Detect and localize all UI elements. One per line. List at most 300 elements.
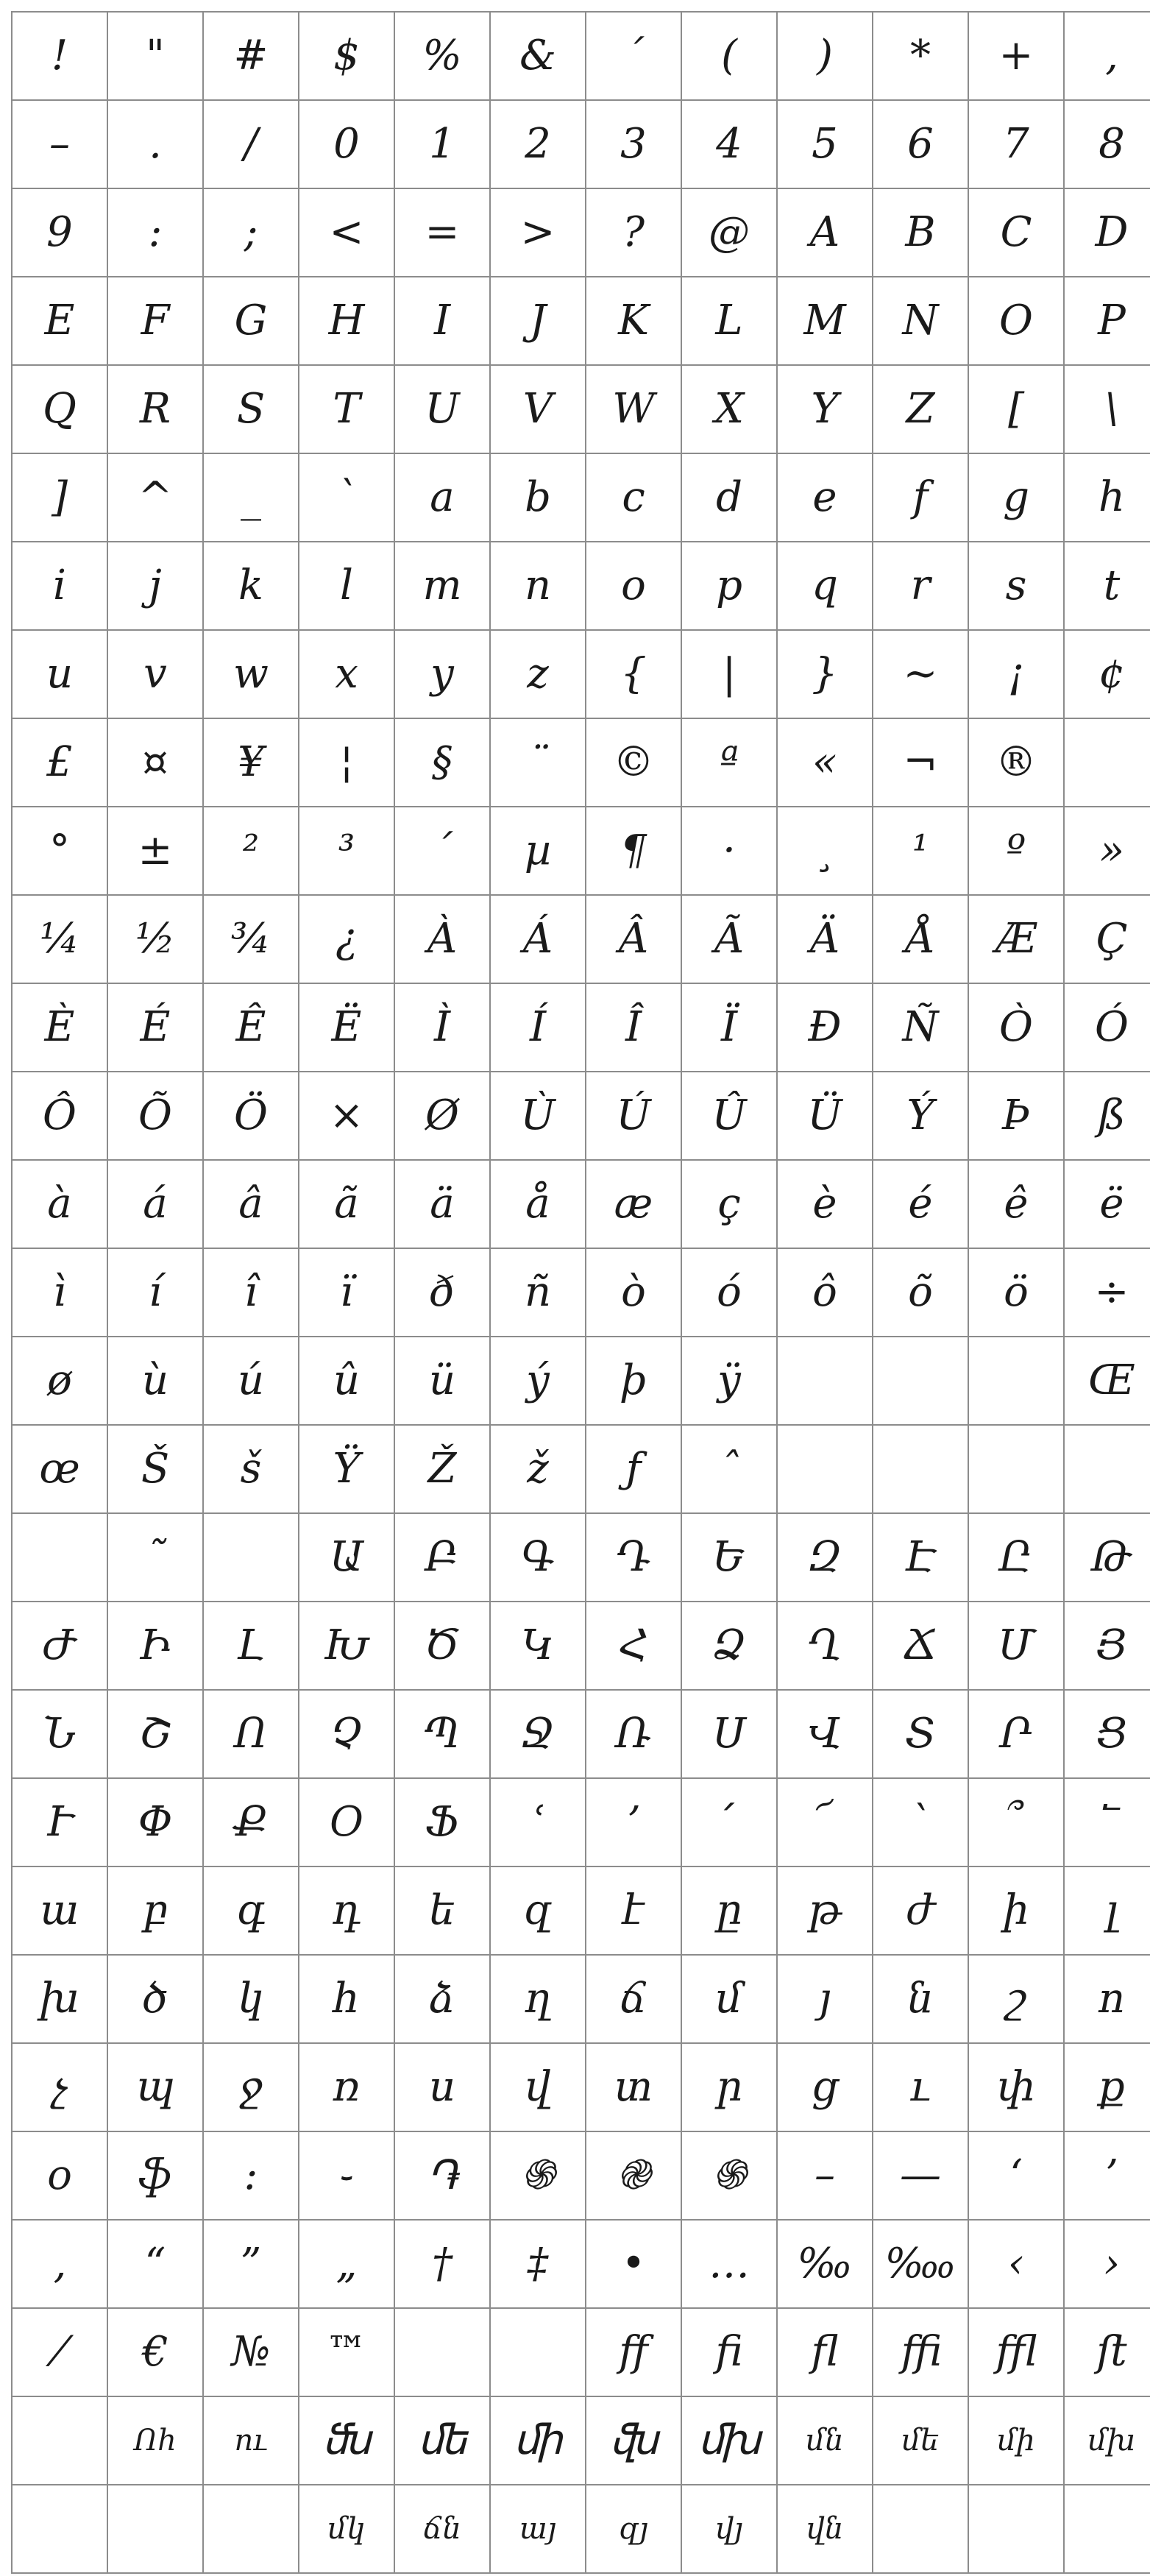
glyph-cell: ղ <box>490 1955 586 2043</box>
glyph-cell: ﬗ <box>681 2396 777 2485</box>
glyph-row <box>12 100 1150 188</box>
glyph-cell: Ղ <box>777 1602 873 1690</box>
glyph-cell: Ֆ <box>394 1778 490 1866</box>
glyph-cell: ⁄ <box>12 2308 107 2396</box>
glyph-cell: ﬖ <box>586 2396 681 2485</box>
glyph-cell: $ <box>299 12 394 100</box>
glyph-cell: Ւ <box>12 1778 107 1866</box>
glyph-cell: ց <box>777 2043 873 2131</box>
glyph-cell: € <box>107 2308 203 2396</box>
glyph-cell: = <box>394 188 490 277</box>
glyph-cell: ´ <box>586 12 681 100</box>
glyph-cell: R <box>107 365 203 453</box>
glyph-cell: ’ <box>1064 2131 1150 2220</box>
empty-glyph-cell <box>777 1425 873 1513</box>
glyph-cell: ô <box>777 1248 873 1337</box>
glyph-cell: ~ <box>873 630 968 718</box>
glyph-cell: u <box>12 630 107 718</box>
glyph-row <box>12 1337 1150 1425</box>
glyph-cell: @ <box>681 188 777 277</box>
glyph-row <box>12 188 1150 277</box>
glyph-cell: Ի <box>107 1602 203 1690</box>
glyph-cell: յ <box>777 1955 873 2043</box>
glyph-cell: O <box>968 277 1064 365</box>
glyph-cell: ¹ <box>873 807 968 895</box>
glyph-cell: Դ <box>586 1513 681 1602</box>
glyph-cell: ﬓ <box>299 2396 394 2485</box>
glyph-cell: դ <box>299 1866 394 1955</box>
glyph-cell: Տ <box>873 1690 968 1778</box>
glyph-row <box>12 2396 1150 2485</box>
glyph-cell: Ÿ <box>299 1425 394 1513</box>
glyph-cell: Ճ <box>873 1602 968 1690</box>
glyph-cell: Y <box>777 365 873 453</box>
glyph-cell: Ք <box>203 1778 299 1866</box>
glyph-cell: զ <box>490 1866 586 1955</box>
glyph-cell: ‹ <box>968 2220 1064 2308</box>
glyph-cell: Æ <box>968 895 1064 983</box>
glyph-cell: ﬁ <box>681 2308 777 2396</box>
glyph-cell: L <box>681 277 777 365</box>
glyph-row <box>12 718 1150 807</box>
glyph-cell: ^ <box>107 453 203 542</box>
glyph-cell: Թ <box>1064 1513 1150 1602</box>
glyph-cell: " <box>107 12 203 100</box>
glyph-row <box>12 630 1150 718</box>
glyph-row <box>12 2131 1150 2220</box>
glyph-cell: լ <box>1064 1866 1150 1955</box>
glyph-cell: Š <box>107 1425 203 1513</box>
glyph-cell: ä <box>394 1160 490 1248</box>
glyph-cell: , <box>1064 12 1150 100</box>
glyph-cell: Ռ <box>586 1690 681 1778</box>
glyph-cell: ք <box>1064 2043 1150 2131</box>
glyph-cell: Խ <box>299 1602 394 1690</box>
glyph-cell: * <box>873 12 968 100</box>
glyph-cell: n <box>490 542 586 630</box>
glyph-cell: b <box>490 453 586 542</box>
glyph-cell: է <box>586 1866 681 1955</box>
glyph-cell: 3 <box>586 100 681 188</box>
glyph-cell: ը <box>681 1866 777 1955</box>
glyph-cell: մխ <box>1064 2396 1150 2485</box>
glyph-cell: ‡ <box>490 2220 586 2308</box>
glyph-cell: ¦ <box>299 718 394 807</box>
glyph-cell: ` <box>299 453 394 542</box>
empty-glyph-cell <box>107 2485 203 2573</box>
glyph-cell: Â <box>586 895 681 983</box>
empty-glyph-cell <box>1064 718 1150 807</box>
glyph-cell: œ <box>12 1425 107 1513</box>
glyph-cell: Ô <box>12 1072 107 1160</box>
glyph-cell: ջ <box>203 2043 299 2131</box>
glyph-cell: պ <box>107 2043 203 2131</box>
glyph-cell: Q <box>12 365 107 453</box>
glyph-cell: փ <box>968 2043 1064 2131</box>
glyph-cell: † <box>394 2220 490 2308</box>
glyph-cell: – <box>12 100 107 188</box>
glyph-cell: բ <box>107 1866 203 1955</box>
glyph-cell: I <box>394 277 490 365</box>
glyph-cell: Բ <box>394 1513 490 1602</box>
glyph-cell: . <box>107 100 203 188</box>
glyph-cell: è <box>777 1160 873 1248</box>
glyph-cell: « <box>777 718 873 807</box>
empty-glyph-cell <box>873 2485 968 2573</box>
glyph-cell: T <box>299 365 394 453</box>
glyph-cell: ՙ <box>490 1778 586 1866</box>
empty-glyph-cell <box>1064 2485 1150 2573</box>
glyph-row <box>12 1072 1150 1160</box>
glyph-cell: 2 <box>490 100 586 188</box>
empty-glyph-cell <box>777 1337 873 1425</box>
glyph-cell: — <box>873 2131 968 2220</box>
glyph-cell: q <box>777 542 873 630</box>
glyph-cell: y <box>394 630 490 718</box>
glyph-row <box>12 2485 1150 2573</box>
glyph-cell: Ò <box>968 983 1064 1072</box>
glyph-grid <box>11 11 1150 2574</box>
glyph-cell: # <box>203 12 299 100</box>
glyph-cell: © <box>586 718 681 807</box>
glyph-cell: í <box>107 1248 203 1337</box>
glyph-cell: Ա <box>299 1513 394 1602</box>
glyph-cell: + <box>968 12 1064 100</box>
glyph-cell: ] <box>12 453 107 542</box>
glyph-cell: ¡ <box>968 630 1064 718</box>
glyph-cell: գ <box>203 1866 299 1955</box>
glyph-cell: š <box>203 1425 299 1513</box>
glyph-cell: ՚ <box>586 1778 681 1866</box>
glyph-cell: þ <box>586 1337 681 1425</box>
glyph-cell: õ <box>873 1248 968 1337</box>
glyph-cell: Գ <box>490 1513 586 1602</box>
glyph-cell: ì <box>12 1248 107 1337</box>
glyph-cell: \ <box>1064 365 1150 453</box>
glyph-cell: Ë <box>299 983 394 1072</box>
glyph-cell: t <box>1064 542 1150 630</box>
glyph-cell: մե <box>873 2396 968 2485</box>
glyph-cell: N <box>873 277 968 365</box>
glyph-cell: ա <box>12 1866 107 1955</box>
glyph-cell: s <box>968 542 1064 630</box>
glyph-cell: 6 <box>873 100 968 188</box>
glyph-cell: ¾ <box>203 895 299 983</box>
glyph-cell: ֍ <box>681 2131 777 2220</box>
glyph-cell: ¬ <box>873 718 968 807</box>
glyph-cell: Ú <box>586 1072 681 1160</box>
glyph-cell: d <box>681 453 777 542</box>
glyph-cell: ÷ <box>1064 1248 1150 1337</box>
glyph-cell: B <box>873 188 968 277</box>
glyph-row <box>12 2308 1150 2396</box>
glyph-cell: Ã <box>681 895 777 983</box>
glyph-cell: ¸ <box>777 807 873 895</box>
glyph-cell: r <box>873 542 968 630</box>
glyph-row <box>12 277 1150 365</box>
glyph-cell: ﬂ <box>777 2308 873 2396</box>
glyph-cell: x <box>299 630 394 718</box>
glyph-cell: ﬔ <box>394 2396 490 2485</box>
glyph-cell: ˆ <box>681 1425 777 1513</box>
glyph-cell: é <box>873 1160 968 1248</box>
glyph-cell: Մ <box>968 1602 1064 1690</box>
glyph-cell: մն <box>777 2396 873 2485</box>
glyph-cell: £ <box>12 718 107 807</box>
glyph-cell: ՞ <box>968 1778 1064 1866</box>
glyph-cell: ù <box>107 1337 203 1425</box>
glyph-cell: ֎ <box>586 2131 681 2220</box>
empty-glyph-cell <box>1064 1425 1150 1513</box>
glyph-cell: E <box>12 277 107 365</box>
glyph-cell: Ì <box>394 983 490 1072</box>
glyph-cell: Í <box>490 983 586 1072</box>
glyph-cell: C <box>968 188 1064 277</box>
glyph-cell: ª <box>681 718 777 807</box>
glyph-cell: H <box>299 277 394 365</box>
glyph-cell: … <box>681 2220 777 2308</box>
empty-glyph-cell <box>873 1425 968 1513</box>
glyph-cell: § <box>394 718 490 807</box>
glyph-cell: ճ <box>586 1955 681 2043</box>
glyph-cell: W <box>586 365 681 453</box>
glyph-cell: Յ <box>1064 1602 1150 1690</box>
glyph-cell: Ý <box>873 1072 968 1160</box>
glyph-cell: a <box>394 453 490 542</box>
glyph-row <box>12 1513 1150 1602</box>
glyph-row <box>12 542 1150 630</box>
glyph-cell: ƒ <box>586 1425 681 1513</box>
glyph-cell: օ <box>12 2131 107 2220</box>
glyph-cell: Ջ <box>490 1690 586 1778</box>
glyph-cell: o <box>586 542 681 630</box>
glyph-cell: ﬅ <box>1064 2308 1150 2396</box>
glyph-row <box>12 895 1150 983</box>
glyph-cell: ü <box>394 1337 490 1425</box>
glyph-cell: v <box>107 630 203 718</box>
glyph-cell: nւ <box>203 2396 299 2485</box>
glyph-row <box>12 983 1150 1072</box>
glyph-cell: ¶ <box>586 807 681 895</box>
glyph-cell: – <box>777 2131 873 2220</box>
glyph-cell: խ <box>12 1955 107 2043</box>
glyph-cell: Ը <box>968 1513 1064 1602</box>
glyph-cell: S <box>203 365 299 453</box>
glyph-row <box>12 1602 1150 1690</box>
glyph-cell: ր <box>681 2043 777 2131</box>
glyph-cell: ” <box>203 2220 299 2308</box>
glyph-cell: f <box>873 453 968 542</box>
glyph-cell: ø <box>12 1337 107 1425</box>
glyph-cell: Ó <box>1064 983 1150 1072</box>
glyph-cell: Ö <box>203 1072 299 1160</box>
glyph-cell: ý <box>490 1337 586 1425</box>
glyph-cell: î <box>203 1248 299 1337</box>
glyph-cell: Է <box>873 1513 968 1602</box>
empty-glyph-cell <box>968 2485 1064 2573</box>
glyph-cell: Ž <box>394 1425 490 1513</box>
glyph-cell: հ <box>299 1955 394 2043</box>
glyph-cell: û <box>299 1337 394 1425</box>
glyph-cell: j <box>107 542 203 630</box>
glyph-cell: ( <box>681 12 777 100</box>
glyph-cell: Ï <box>681 983 777 1072</box>
glyph-cell: 8 <box>1064 100 1150 188</box>
glyph-cell: 5 <box>777 100 873 188</box>
glyph-cell: կ <box>203 1955 299 2043</box>
glyph-cell: Ե <box>681 1513 777 1602</box>
glyph-cell: k <box>203 542 299 630</box>
glyph-cell: G <box>203 277 299 365</box>
glyph-cell: Ù <box>490 1072 586 1160</box>
glyph-grid-body <box>12 12 1150 2573</box>
glyph-cell: ñ <box>490 1248 586 1337</box>
glyph-cell: J <box>490 277 586 365</box>
glyph-cell: ³ <box>299 807 394 895</box>
glyph-row <box>12 1160 1150 1248</box>
glyph-cell: Þ <box>968 1072 1064 1160</box>
glyph-cell: Շ <box>107 1690 203 1778</box>
glyph-cell: ժ <box>873 1866 968 1955</box>
glyph-cell: թ <box>777 1866 873 1955</box>
glyph-cell: ռ <box>299 2043 394 2131</box>
glyph-cell: վն <box>777 2485 873 2573</box>
glyph-cell: ) <box>777 12 873 100</box>
glyph-cell: Ծ <box>394 1602 490 1690</box>
glyph-row <box>12 2220 1150 2308</box>
glyph-cell: c <box>586 453 681 542</box>
glyph-row <box>12 365 1150 453</box>
glyph-cell: / <box>203 100 299 188</box>
glyph-cell: 4 <box>681 100 777 188</box>
glyph-cell: | <box>681 630 777 718</box>
glyph-row <box>12 2043 1150 2131</box>
glyph-cell: Å <box>873 895 968 983</box>
glyph-cell: ¼ <box>12 895 107 983</box>
glyph-cell: ? <box>586 188 681 277</box>
glyph-cell: D <box>1064 188 1150 277</box>
glyph-cell: h <box>1064 453 1150 542</box>
glyph-cell: Ê <box>203 983 299 1072</box>
glyph-cell: p <box>681 542 777 630</box>
glyph-cell: P <box>1064 277 1150 365</box>
glyph-cell: վյ <box>681 2485 777 2573</box>
glyph-cell: ‚ <box>12 2220 107 2308</box>
glyph-cell: µ <box>490 807 586 895</box>
glyph-cell: Ø <box>394 1072 490 1160</box>
glyph-cell: ž <box>490 1425 586 1513</box>
glyph-cell: å <box>490 1160 586 1248</box>
glyph-cell: 0 <box>299 100 394 188</box>
glyph-cell: » <box>1064 807 1150 895</box>
glyph-cell: Ո <box>203 1690 299 1778</box>
glyph-cell: ò <box>586 1248 681 1337</box>
glyph-cell: Զ <box>777 1513 873 1602</box>
glyph-cell: _ <box>203 453 299 542</box>
empty-glyph-cell <box>12 2396 107 2485</box>
glyph-cell: 1 <box>394 100 490 188</box>
glyph-cell: չ <box>12 2043 107 2131</box>
glyph-cell: e <box>777 453 873 542</box>
glyph-cell: Փ <box>107 1778 203 1866</box>
glyph-cell: Ñ <box>873 983 968 1072</box>
glyph-cell: ֆ <box>107 2131 203 2220</box>
glyph-cell: ‘ <box>968 2131 1064 2220</box>
glyph-cell: F <box>107 277 203 365</box>
glyph-cell: % <box>394 12 490 100</box>
glyph-row <box>12 1955 1150 2043</box>
glyph-cell: ö <box>968 1248 1064 1337</box>
glyph-cell: ° <box>12 807 107 895</box>
glyph-cell: Ց <box>1064 1690 1150 1778</box>
glyph-cell: ՛ <box>681 1778 777 1866</box>
empty-glyph-cell <box>394 2308 490 2396</box>
glyph-cell: Լ <box>203 1602 299 1690</box>
glyph-cell: i <box>12 542 107 630</box>
empty-glyph-cell <box>12 1513 107 1602</box>
glyph-cell: ‱ <box>873 2220 968 2308</box>
glyph-cell: â <box>203 1160 299 1248</box>
glyph-cell: ç <box>681 1160 777 1248</box>
glyph-cell: ֊ <box>299 2131 394 2220</box>
glyph-cell: ½ <box>107 895 203 983</box>
glyph-cell: այ <box>490 2485 586 2573</box>
glyph-row <box>12 807 1150 895</box>
glyph-cell: ¢ <box>1064 630 1150 718</box>
glyph-cell: g <box>968 453 1064 542</box>
glyph-cell: ï <box>299 1248 394 1337</box>
glyph-cell: Ձ <box>681 1602 777 1690</box>
glyph-cell: { <box>586 630 681 718</box>
glyph-cell: › <box>1064 2220 1150 2308</box>
glyph-cell: Ð <box>777 983 873 1072</box>
glyph-cell: Ս <box>681 1690 777 1778</box>
glyph-cell: Ü <box>777 1072 873 1160</box>
glyph-cell: շ <box>968 1955 1064 2043</box>
glyph-cell: ՟ <box>1064 1778 1150 1866</box>
glyph-cell: M <box>777 277 873 365</box>
glyph-cell: ՜ <box>777 1778 873 1866</box>
glyph-cell: ã <box>299 1160 394 1248</box>
glyph-cell: } <box>777 630 873 718</box>
glyph-row <box>12 1425 1150 1513</box>
glyph-cell: Ç <box>1064 895 1150 983</box>
glyph-cell: ß <box>1064 1072 1150 1160</box>
glyph-cell: l <box>299 542 394 630</box>
glyph-cell: ! <box>12 12 107 100</box>
glyph-cell: m <box>394 542 490 630</box>
empty-glyph-cell <box>203 1513 299 1602</box>
glyph-cell: æ <box>586 1160 681 1248</box>
glyph-cell: ե <box>394 1866 490 1955</box>
glyph-cell: “ <box>107 2220 203 2308</box>
glyph-cell: ó <box>681 1248 777 1337</box>
glyph-cell: ﬕ <box>490 2396 586 2485</box>
glyph-cell: ú <box>203 1337 299 1425</box>
glyph-row <box>12 453 1150 542</box>
empty-glyph-cell <box>203 2485 299 2573</box>
glyph-cell: վ <box>490 2043 586 2131</box>
glyph-cell: K <box>586 277 681 365</box>
empty-glyph-cell <box>490 2308 586 2396</box>
glyph-cell: 7 <box>968 100 1064 188</box>
empty-glyph-cell <box>968 1337 1064 1425</box>
glyph-cell: ձ <box>394 1955 490 2043</box>
glyph-cell: մ <box>681 1955 777 2043</box>
glyph-cell: É <box>107 983 203 1072</box>
glyph-cell: Û <box>681 1072 777 1160</box>
glyph-cell: U <box>394 365 490 453</box>
